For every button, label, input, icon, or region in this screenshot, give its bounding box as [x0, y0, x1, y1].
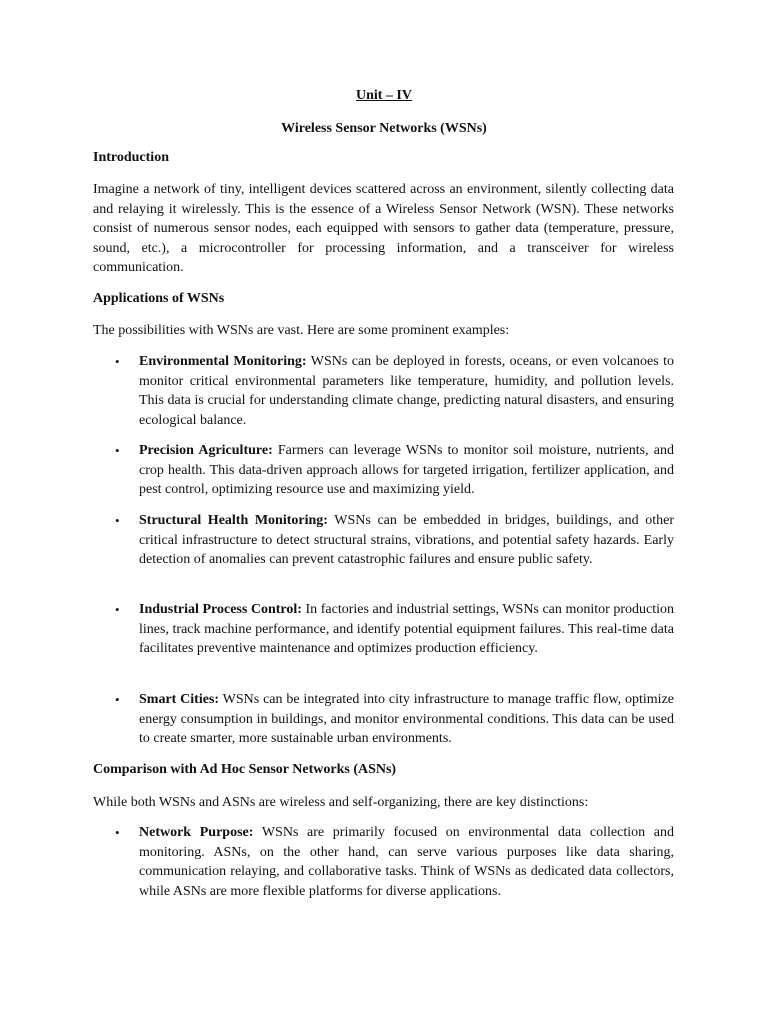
bullet-icon: •: [115, 825, 120, 840]
bullet-icon: •: [115, 692, 120, 707]
comparison-intro: While both WSNs and ASNs are wireless and self-organizing, there are key distinctions:: [93, 795, 589, 810]
list-item-agriculture: [93, 441, 674, 500]
item-text: WSNs are primarily focused on environmental data collection and monitoring. ASNs, on the other hand, can serve various purposes like data sharing, communication relaying, and collaborative tasks. Think of WSNs as dedicated data collectors, while ASNs are more flexible platforms for diverse applications.: [139, 825, 674, 899]
item-lead: Precision Agriculture:: [139, 443, 273, 458]
unit-label: Unit – IV: [355, 88, 412, 103]
page-title: Wireless Sensor Networks (WSNs): [281, 121, 487, 136]
item-lead: Smart Cities:: [139, 692, 220, 707]
list-item-environmental: [93, 352, 674, 430]
list-item-network-purpose: [93, 823, 674, 901]
applications-intro: The possibilities with WSNs are vast. Here are some prominent examples:: [93, 323, 510, 338]
bullet-icon: •: [115, 513, 120, 528]
list-item-structural: [93, 511, 674, 570]
item-text: WSNs can be embedded in bridges, buildings, and other critical infrastructure to detect structural strains, vibrations, and potential safety hazards. Early detection of anomalies can prevent catastrophic failures and ensure public safety.: [139, 513, 674, 567]
item-lead: Industrial Process Control:: [139, 602, 302, 617]
item-text: WSNs can be deployed in forests, oceans, or even volcanoes to monitor critical environmental parameters like temperature, humidity, and pollution levels. This data is crucial for understanding climate change, predicting natural disasters, and ensuring ecological balance.: [139, 354, 674, 428]
item-text: Farmers can leverage WSNs to monitor soil moisture, nutrients, and crop health. This data-driven approach allows for targeted irrigation, fertilizer application, and pest control, optimizing resource use and maximizing yield.: [139, 443, 674, 497]
list-item-industrial: [93, 600, 674, 659]
item-lead: Network Purpose:: [139, 825, 254, 840]
list-item-smart-cities: [93, 690, 674, 749]
item-text: In factories and industrial settings, WSNs can monitor production lines, track machine performance, and identify potential equipment failures. This real-time data facilitates preventive maintenance and optimizes production efficiency.: [139, 602, 674, 656]
bullet-icon: •: [115, 354, 120, 369]
introduction-paragraph: Imagine a network of tiny, intelligent devices scattered across an environment, silently collecting data and relaying it wirelessly. This is the essence of a Wireless Sensor Network (WSN). These networks consist of numerous sensor nodes, each equipped with sensors to gather data (temperature, pressure, sound, etc.), a microcontroller for processing information, and a transceiver for wireless communication.: [93, 182, 674, 275]
comparison-heading: Comparison with Ad Hoc Sensor Networks (ASNs): [93, 762, 397, 777]
item-lead: Environmental Monitoring:: [139, 354, 307, 369]
introduction-heading: Introduction: [93, 150, 169, 165]
item-lead: Structural Health Monitoring:: [139, 513, 328, 528]
bullet-icon: •: [115, 602, 120, 617]
item-text: WSNs can be integrated into city infrastructure to manage traffic flow, optimize energy consumption in buildings, and monitor environmental conditions. This data can be used to create smarter, more sustainable urban environments.: [139, 692, 675, 746]
applications-heading: Applications of WSNs: [93, 291, 225, 306]
bullet-icon: •: [115, 443, 120, 458]
